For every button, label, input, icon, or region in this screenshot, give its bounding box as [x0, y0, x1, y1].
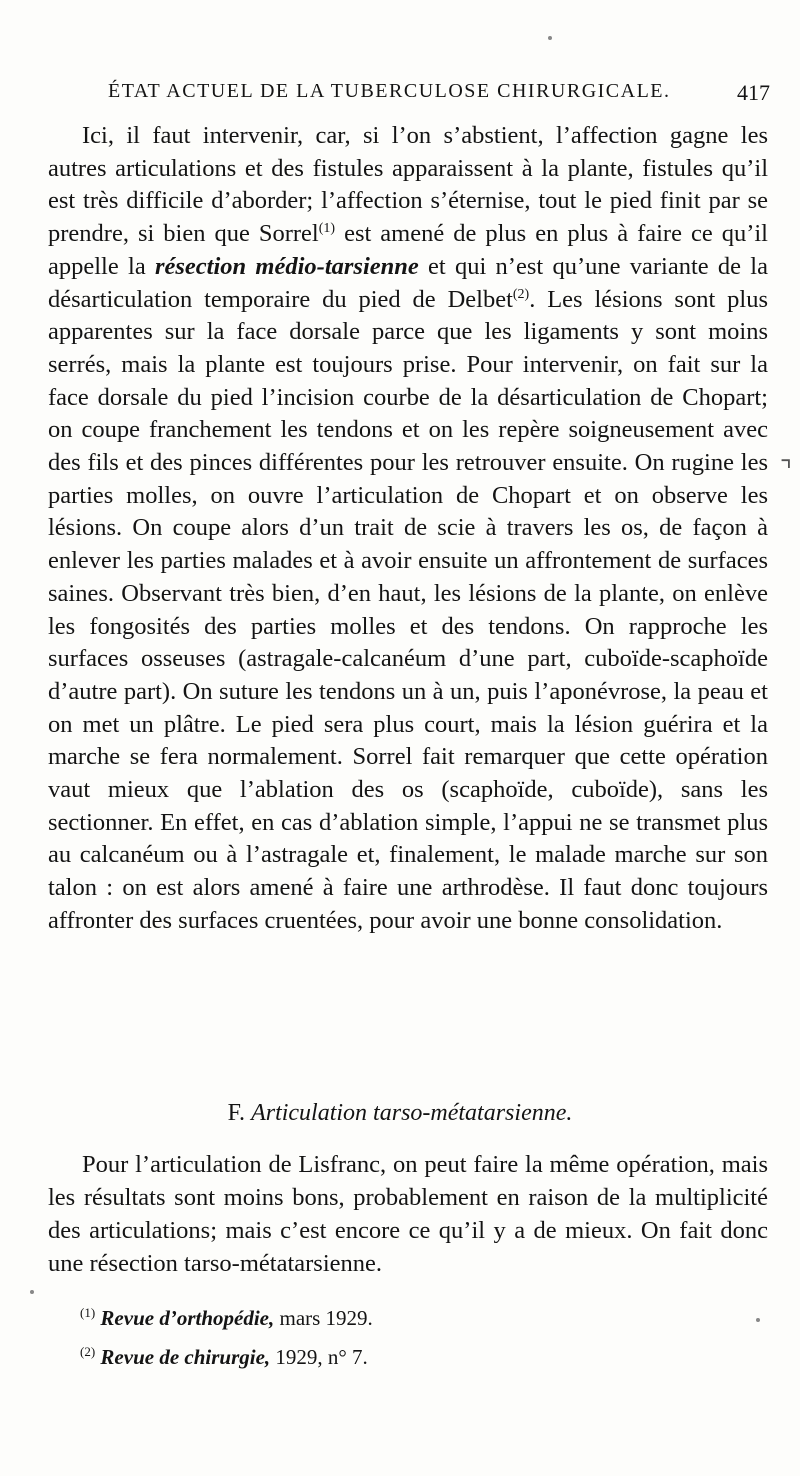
page-header — [100, 80, 770, 112]
resection-term: résection médio-tarsienne — [154, 252, 419, 280]
footnote-2 — [80, 1335, 740, 1374]
footnotes — [80, 1296, 740, 1374]
footnote-ref-1: (1) — [318, 220, 336, 236]
page-number: 417 — [737, 80, 770, 105]
footnote-mark: (2) — [80, 1344, 96, 1359]
paragraph-text: et qui n’est qu’une variante de la désarticulation temporaire du pied de Delbet — [48, 252, 768, 313]
footnote-detail: 1929, n° 7. — [270, 1345, 368, 1369]
footnote-1 — [80, 1296, 740, 1335]
body-paragraph — [48, 120, 768, 938]
running-head: ÉTAT ACTUEL DE LA TUBERCULOSE CHIRURGICALE. — [108, 80, 671, 102]
footnote-mark: (1) — [80, 1305, 96, 1320]
footnote-ref-2: (2) — [512, 286, 530, 302]
section-letter: F. — [227, 1100, 246, 1126]
section-heading — [0, 1100, 800, 1127]
section-text-block — [48, 1148, 768, 1280]
main-text-block — [48, 120, 768, 938]
footnote-source: Revue de chirurgie, — [100, 1345, 271, 1369]
margin-mark: ⌝ — [779, 456, 792, 486]
section-title: Articulation tarso-métatarsienne. — [251, 1100, 573, 1126]
scan-speck — [756, 1318, 760, 1322]
paragraph-text: Ici, il faut intervenir, car, si l’on s’abstient, l’affection gagne les autres articulations et des fistules apparaissent à la plante, fistules qu’il est très difficile d’aborder; l’affection s’éternise, tout le pied finit par se prendre, si bien que Sorrel — [48, 122, 768, 248]
paragraph-text: . Les lésions sont plus apparentes sur la face dorsale parce que les ligaments y sont moins serrés, mais la plante est toujours prise. Pour intervenir, on fait sur la face dorsale du pied l’incision courbe de la désarticulation de Chopart; on coupe franchement les tendons et on les repère soigneusement avec des fils et des pinces différentes pour les retrouver ensuite. On rugine les parties molles, on ouvre l’articulation de Chopart et on observe les lésions. On coupe alors d’un trait de scie à travers les os, de façon à enlever les parties malades et à avoir ensuite un affrontement de surfaces saines. Observant très bien, d’en haut, les lésions de la plante, on enlève les fongosités des parties molles et des tendons. On rapproche les surfaces osseuses (astragale-calcanéum d’une part, cuboïde-scaphoïde d’autre part). On suture les tendons un à un, puis l’aponévrose, la peau et on met un plâtre. Le pied sera plus court, mais la lésion guérira et la marche se fera normalement. Sorrel fait remarquer que cette opération vaut mieux que l’ablation des os (scaphoïde, cuboïde), sans les sectionner. En effet, en cas d’ablation simple, l’appui ne se transmet plus au calcanéum ou à l’astragale et, finalement, le malade marche sur son talon : on est alors amené à faire une arthrodèse. Il faut donc toujours affronter des surfaces cruentées, pour avoir une bonne consolidation. — [48, 285, 768, 934]
footnote-source: Revue d’orthopédie, — [100, 1306, 275, 1330]
footnote-detail: mars 1929. — [274, 1306, 373, 1330]
paragraph-text: est amené de plus en plus à faire ce qu’il appelle la — [48, 220, 768, 280]
scan-speck — [548, 36, 552, 40]
section-paragraph: Pour l’articulation de Lisfranc, on peut faire la même opération, mais les résultats sont moins bons, probablement en raison de la multiplicité des articulations; mais c’est encore ce qu’il y a de mieux. On fait donc une résection tarso-métatarsienne. — [48, 1151, 768, 1277]
scan-speck — [30, 1290, 34, 1294]
